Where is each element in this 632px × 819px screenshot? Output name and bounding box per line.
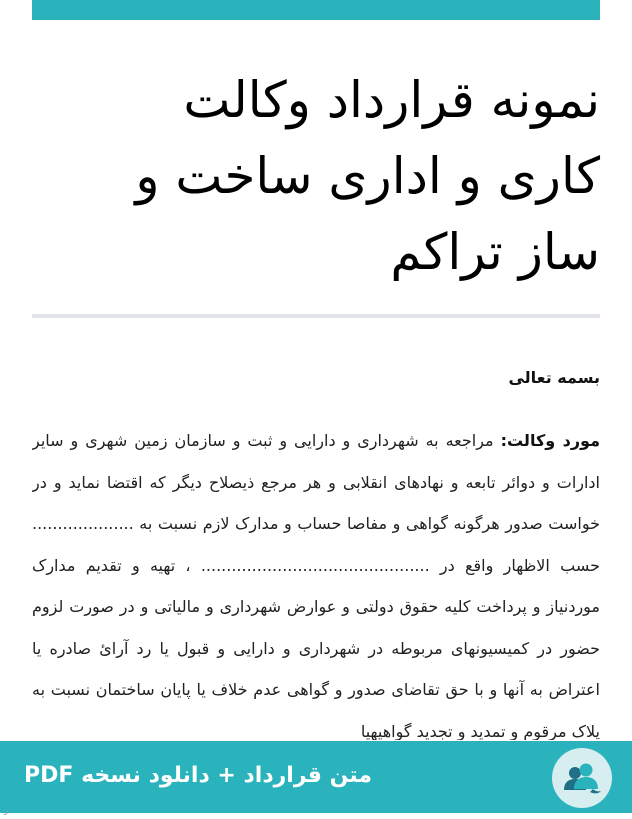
title-divider — [32, 314, 600, 318]
clause-text: مراجعه به شهرداری و دارایی و ثبت و سازمان زمین شهری و سایر ادارات و دوائر تابعه و نهادهای انقلابی و هر مرجع ذیصلاح دیگر که اقتضا نماید و در خواست صدور هرگونه گواهی و مفاصا حساب و مدارک لازم نسبت به .................... حسب الاظهار واقع در ............................................. ، تهیه و تقدیم مدارک موردنیاز و پرداخت کلیه حقوق دولتی و عوارض شهرداری و مالیاتی و در صورت لزوم حضور در کمیسیونهای مربوطه در شهرداری و دارایی و قبول یا رد آرائ صادره یا اعتراض به آنها و با حق تقاضای صدور و گواهی عدم خلاف یا پایان ساختمان نسبت به پلاک مرقوم و تمدید و تجدید گواهیهیا — [32, 431, 600, 740]
download-banner-label[interactable]: متن قرارداد + دانلود نسخه PDF — [24, 763, 372, 788]
page-title: نمونه قرارداد وکالت کاری و اداری ساخت و ساز تراکم — [135, 71, 600, 281]
download-banner[interactable] — [0, 741, 632, 813]
people-chat-icon — [552, 748, 612, 808]
clause-label: مورد وکالت: — [500, 431, 600, 450]
document-heading: بسمه تعالی — [508, 368, 600, 387]
top-accent-bar — [32, 0, 600, 20]
corner-mark: ر — [4, 806, 9, 816]
clause-paragraph — [32, 420, 600, 740]
